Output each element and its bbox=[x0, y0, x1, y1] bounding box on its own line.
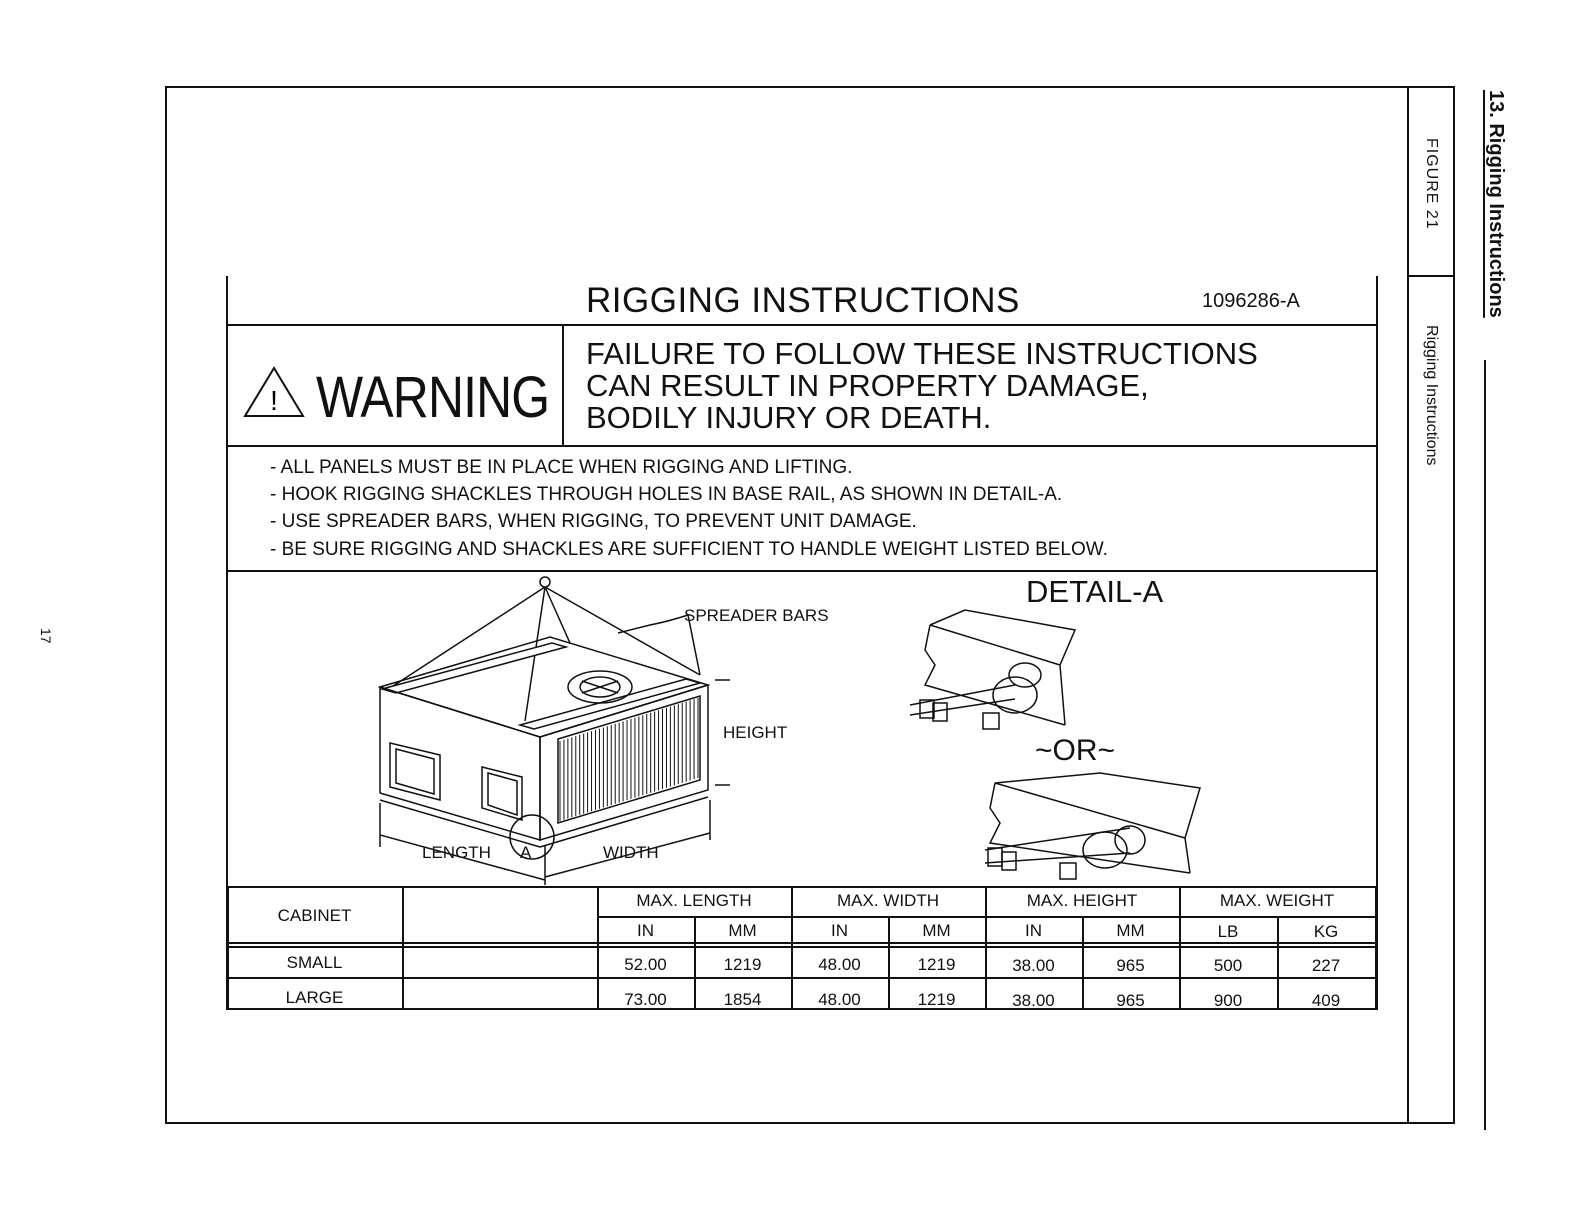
warning-line: BODILY INJURY OR DEATH. bbox=[586, 400, 992, 435]
unit-header: MM bbox=[1116, 921, 1145, 940]
rigging-spec-table bbox=[227, 886, 1377, 1010]
table-cell: 409 bbox=[1311, 991, 1341, 1010]
unit-header: LB bbox=[1217, 922, 1239, 941]
detail-a-title: DETAIL-A bbox=[1026, 574, 1164, 609]
cabinet-name: LARGE bbox=[285, 988, 344, 1007]
table-cell: 38.00 bbox=[1012, 956, 1055, 975]
shackle-detail-1 bbox=[905, 605, 1175, 735]
table-cell: 1219 bbox=[917, 955, 956, 974]
table-cell: 1219 bbox=[723, 955, 762, 974]
cabinet-header: CABINET bbox=[277, 906, 352, 925]
table-cell: 38.00 bbox=[1012, 991, 1055, 1010]
figure-side-column bbox=[1407, 86, 1455, 1124]
unit-header: MM bbox=[728, 921, 757, 940]
section-rule bbox=[1484, 360, 1486, 1130]
instruction-bullet: - USE SPREADER BARS, WHEN RIGGING, TO PREVENT UNIT DAMAGE. bbox=[270, 511, 917, 532]
bullets-rule bbox=[226, 570, 1378, 572]
unit-header: IN bbox=[831, 921, 848, 940]
svg-text:!: ! bbox=[270, 385, 278, 416]
title-rule bbox=[226, 324, 1378, 326]
page-number: 17 bbox=[38, 628, 54, 644]
group-header: MAX. WIDTH bbox=[837, 891, 939, 910]
warning-triangle-icon bbox=[242, 364, 306, 420]
shackle-detail-2 bbox=[980, 768, 1210, 888]
figure-label: FIGURE 21 bbox=[1423, 138, 1440, 230]
width-dimension-label: WIDTH bbox=[603, 843, 659, 862]
table-cell: 965 bbox=[1116, 956, 1145, 975]
group-header: MAX. HEIGHT bbox=[1026, 891, 1138, 910]
instruction-bullet: - ALL PANELS MUST BE IN PLACE WHEN RIGGING AND LIFTING. bbox=[270, 457, 853, 478]
unit-header: KG bbox=[1313, 922, 1339, 941]
instruction-bullet: - BE SURE RIGGING AND SHACKLES ARE SUFFICIENT TO HANDLE WEIGHT LISTED BELOW. bbox=[270, 539, 1108, 560]
table-cell: 500 bbox=[1213, 956, 1243, 975]
figure-subtitle: Rigging Instructions bbox=[1423, 325, 1440, 466]
table-cell: 52.00 bbox=[624, 955, 667, 974]
spreader-bars-label: SPREADER BARS bbox=[684, 606, 829, 625]
unit-header: IN bbox=[637, 921, 654, 940]
section-title: 13. Rigging Instructions bbox=[1485, 90, 1507, 318]
side-column-divider bbox=[1407, 275, 1455, 277]
group-header: MAX. LENGTH bbox=[636, 891, 752, 910]
warning-line: FAILURE TO FOLLOW THESE INSTRUCTIONS bbox=[586, 336, 1258, 371]
table-cell: 73.00 bbox=[624, 990, 667, 1009]
warning-divider bbox=[562, 324, 564, 446]
group-header: MAX. WEIGHT bbox=[1219, 891, 1335, 910]
instruction-bullet: - HOOK RIGGING SHACKLES THROUGH HOLES IN BASE RAIL, AS SHOWN IN DETAIL-A. bbox=[270, 484, 1063, 505]
table-cell: 48.00 bbox=[818, 990, 861, 1009]
length-dimension-label: LENGTH bbox=[422, 843, 491, 862]
warning-word: WARNING bbox=[316, 365, 550, 430]
height-dimension-label: HEIGHT bbox=[723, 723, 788, 742]
rigging-unit-illustration bbox=[370, 575, 730, 885]
or-label: ~OR~ bbox=[1035, 734, 1116, 767]
table-cell: 227 bbox=[1311, 956, 1341, 975]
part-number: 1096286-A bbox=[1202, 290, 1300, 312]
warning-rule bbox=[226, 445, 1378, 447]
table-cell: 48.00 bbox=[818, 955, 861, 974]
table-cell: 1854 bbox=[723, 990, 762, 1009]
table-cell: 900 bbox=[1213, 991, 1243, 1010]
unit-header: MM bbox=[922, 921, 951, 940]
warning-line: CAN RESULT IN PROPERTY DAMAGE, bbox=[586, 368, 1149, 403]
label-title: RIGGING INSTRUCTIONS bbox=[586, 281, 1020, 320]
detail-marker: A bbox=[520, 843, 532, 862]
unit-header: IN bbox=[1025, 921, 1042, 940]
table-cell: 1219 bbox=[917, 990, 956, 1009]
cabinet-name: SMALL bbox=[286, 953, 343, 972]
table-cell: 965 bbox=[1116, 991, 1145, 1010]
